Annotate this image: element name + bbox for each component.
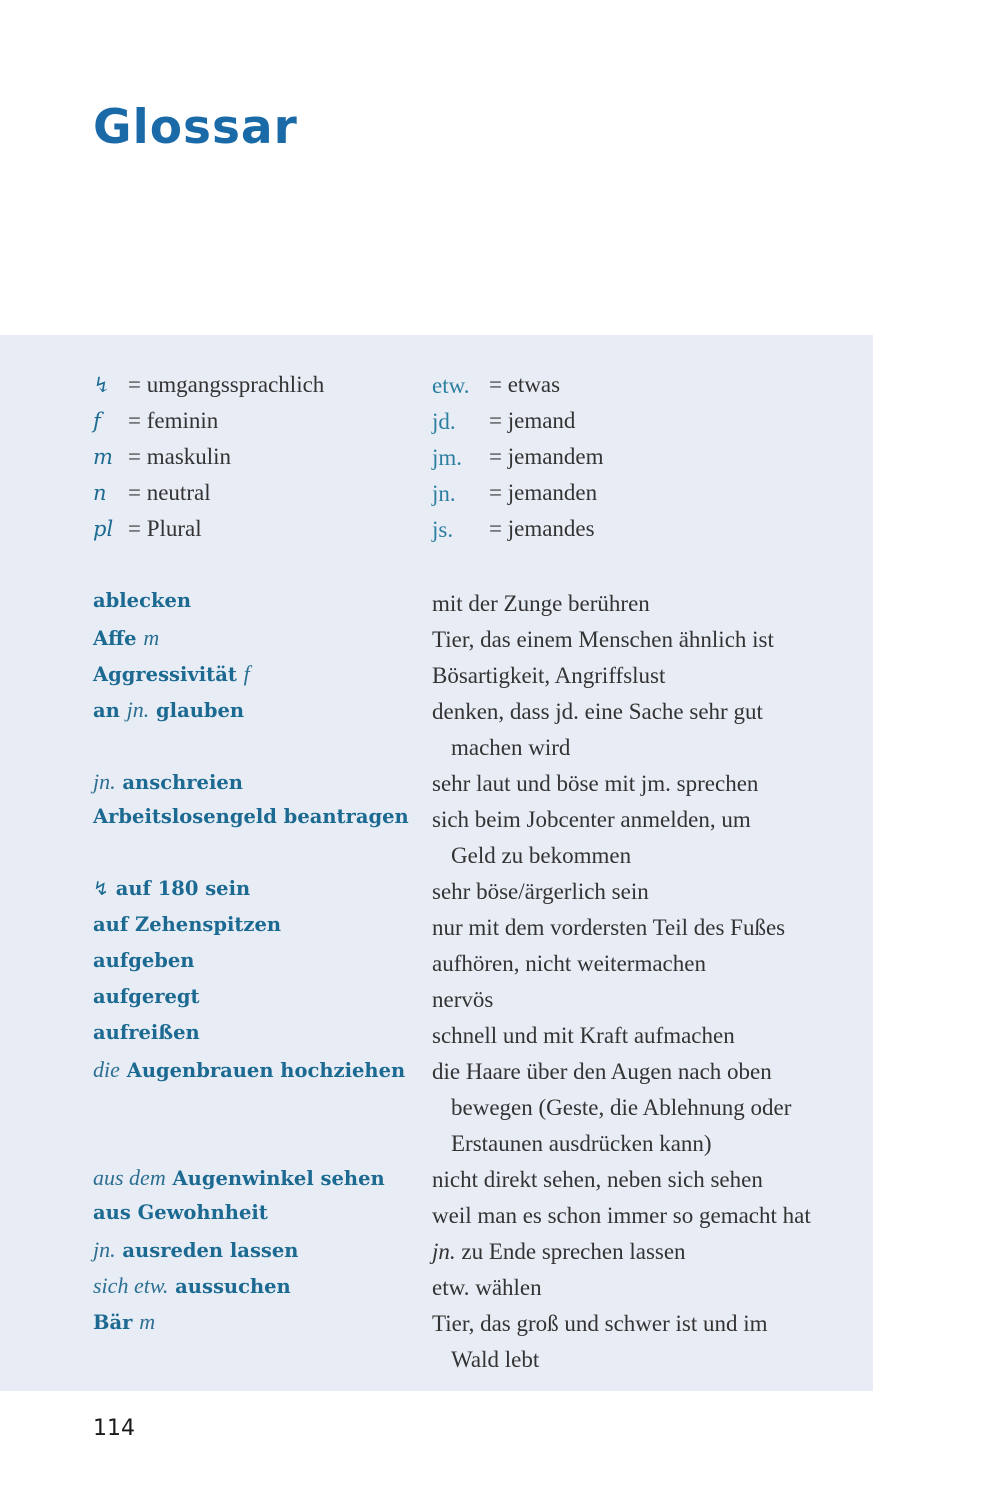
glossary-term: [93, 913, 281, 936]
term-headword: an: [93, 699, 120, 722]
legend-abbr-meaning: = jemanden: [489, 480, 598, 505]
gender-marker: f: [243, 661, 250, 686]
glossary-definition: [432, 694, 852, 766]
definition-text: aufhören, nicht weitermachen: [432, 951, 706, 976]
definition-line: [432, 658, 852, 694]
definition-text: nervös: [432, 987, 494, 1012]
legend-abbr-meaning: = neutral: [128, 480, 211, 505]
definition-prefix: jn.: [432, 1239, 456, 1264]
term-headword: auf Zehenspitzen: [93, 913, 282, 936]
glossary-definition: [432, 1306, 852, 1378]
legend-abbr-key: m: [93, 445, 113, 469]
definition-line: [432, 874, 852, 910]
term-headword: Augenbrauen hochziehen: [126, 1059, 406, 1082]
term-headword: aussuchen: [175, 1275, 291, 1298]
legend-abbr-meaning: = jemandes: [489, 516, 595, 541]
term-prefix: sich etw.: [93, 1273, 169, 1298]
glossary-term: [93, 697, 244, 723]
definition-text: Wald lebt: [451, 1347, 540, 1372]
term-prefix: aus dem: [93, 1165, 166, 1190]
glossary-term: [93, 1309, 155, 1335]
glossary-definition: [432, 766, 852, 802]
glossary-term: [93, 1165, 385, 1191]
term-prefix: jn.: [93, 769, 116, 794]
definition-text: die Haare über den Augen nach oben: [432, 1059, 772, 1084]
glossary-definition: [432, 910, 852, 946]
glossary-definition: [432, 802, 852, 874]
definition-text: Bösartigkeit, Angriffslust: [432, 663, 666, 688]
page-title: Glossar: [93, 100, 298, 155]
definition-line: [432, 1198, 852, 1234]
definition-text: Erstaunen ausdrücken kann): [451, 1131, 712, 1156]
definition-line: [432, 730, 852, 766]
legend-abbr-key: js.: [432, 517, 454, 542]
legend-abbr-key: f: [93, 409, 101, 433]
glossary-definition: [432, 658, 852, 694]
legend-abbr-meaning: = umgangssprachlich: [128, 372, 325, 397]
glossary-definition: [432, 946, 852, 982]
definition-text: denken, dass jd. eine Sache sehr gut: [432, 699, 763, 724]
term-headword: ablecken: [93, 589, 192, 612]
definition-text: nur mit dem vordersten Teil des Fußes: [432, 915, 786, 940]
glossary-term: [93, 805, 409, 828]
definition-text: Geld zu bekommen: [451, 843, 632, 868]
glossary-term: [93, 661, 250, 687]
lightning-bolt-icon: ↯: [93, 373, 111, 397]
legend-abbr-key: etw.: [432, 373, 470, 398]
glossary-definition: [432, 622, 852, 658]
glossary-term: [93, 769, 243, 795]
glossary-term: [93, 1057, 405, 1083]
term-headword: Bär: [93, 1311, 133, 1334]
definition-line: [432, 1054, 852, 1090]
glossary-term: [93, 1273, 291, 1299]
legend-abbr-key: jd.: [432, 409, 456, 434]
definition-line: [432, 838, 852, 874]
term-prefix: jn.: [93, 1237, 116, 1262]
glossary-definition: [432, 982, 852, 1018]
glossary-definition: [432, 1270, 852, 1306]
definition-line: [432, 1090, 852, 1126]
definition-line: [432, 1234, 852, 1270]
glossary-term: [93, 949, 194, 972]
term-headword: Affe: [93, 627, 137, 650]
definition-line: [432, 982, 852, 1018]
definition-text: sehr laut und böse mit jm. sprechen: [432, 771, 759, 796]
legend-abbr-key: jm.: [432, 445, 463, 470]
definition-text: Tier, das groß und schwer ist und im: [432, 1311, 768, 1336]
definition-text: sich beim Jobcenter anmelden, um: [432, 807, 751, 832]
glossary-term: [93, 1201, 268, 1224]
definition-text: mit der Zunge berühren: [432, 591, 650, 616]
glossary-term: [93, 1021, 200, 1044]
glossary-term: [93, 625, 159, 651]
gender-marker: m: [139, 1309, 156, 1334]
legend-abbr-meaning: = etwas: [489, 372, 561, 397]
term-headword: anschreien: [122, 771, 243, 794]
term-headword: auf 180 sein: [115, 877, 251, 900]
term-infix: jn.: [126, 697, 150, 722]
gender-marker: m: [143, 625, 160, 650]
legend-abbr-meaning: = Plural: [128, 516, 202, 541]
definition-line: [432, 1162, 852, 1198]
term-headword: Augenwinkel sehen: [172, 1167, 385, 1190]
legend-abbr-meaning: = jemand: [489, 408, 576, 433]
term-headword: aufgeregt: [93, 985, 200, 1008]
glossary-definition: [432, 586, 852, 622]
page-number: 114: [93, 1416, 135, 1441]
definition-line: [432, 1126, 852, 1162]
definition-line: [432, 586, 852, 622]
definition-line: [432, 694, 852, 730]
term-headword: glauben: [156, 699, 245, 722]
glossary-term: [93, 589, 191, 612]
term-headword: Arbeitslosengeld beantragen: [93, 805, 409, 828]
definition-line: [432, 622, 852, 658]
definition-text: machen wird: [451, 735, 571, 760]
legend-abbr-key: n: [93, 481, 107, 505]
definition-line: [432, 910, 852, 946]
term-headword: ausreden lassen: [122, 1239, 299, 1262]
term-headword: aufreißen: [93, 1021, 200, 1044]
definition-text: nicht direkt sehen, neben sich sehen: [432, 1167, 763, 1192]
legend-abbr-meaning: = jemandem: [489, 444, 604, 469]
definition-text: sehr böse/ärgerlich sein: [432, 879, 649, 904]
term-headword: aus Gewohnheit: [93, 1201, 268, 1224]
term-headword: Aggressivität: [93, 663, 237, 686]
lightning-bolt-icon: ↯: [93, 878, 109, 900]
definition-text: weil man es schon immer so gemacht hat: [432, 1203, 811, 1228]
glossary-definition: [432, 874, 852, 910]
glossary-definition: [432, 1198, 852, 1234]
glossary-term: [93, 1237, 298, 1263]
definition-line: [432, 766, 852, 802]
definition-line: [432, 1306, 852, 1342]
legend-abbr-key: jn.: [432, 481, 456, 506]
definition-text: schnell und mit Kraft aufmachen: [432, 1023, 735, 1048]
glossary-term: [93, 985, 200, 1008]
glossary-definition: [432, 1018, 852, 1054]
legend-abbr-key: pl: [93, 517, 114, 541]
definition-text: zu Ende sprechen lassen: [461, 1239, 686, 1264]
definition-line: [432, 946, 852, 982]
legend-abbr-meaning: = maskulin: [128, 444, 232, 469]
term-prefix: die: [93, 1057, 120, 1082]
definition-line: [432, 1270, 852, 1306]
term-headword: aufgeben: [93, 949, 195, 972]
glossary-definition: [432, 1054, 852, 1162]
definition-line: [432, 802, 852, 838]
legend-abbr-meaning: = feminin: [128, 408, 219, 433]
glossary-definition: [432, 1162, 852, 1198]
definition-text: etw. wählen: [432, 1275, 542, 1300]
definition-line: [432, 1342, 852, 1378]
glossary-definition: [432, 1234, 852, 1270]
definition-text: bewegen (Geste, die Ablehnung oder: [451, 1095, 792, 1120]
definition-text: Tier, das einem Menschen ähnlich ist: [432, 627, 774, 652]
definition-line: [432, 1018, 852, 1054]
glossary-term: [93, 877, 250, 900]
